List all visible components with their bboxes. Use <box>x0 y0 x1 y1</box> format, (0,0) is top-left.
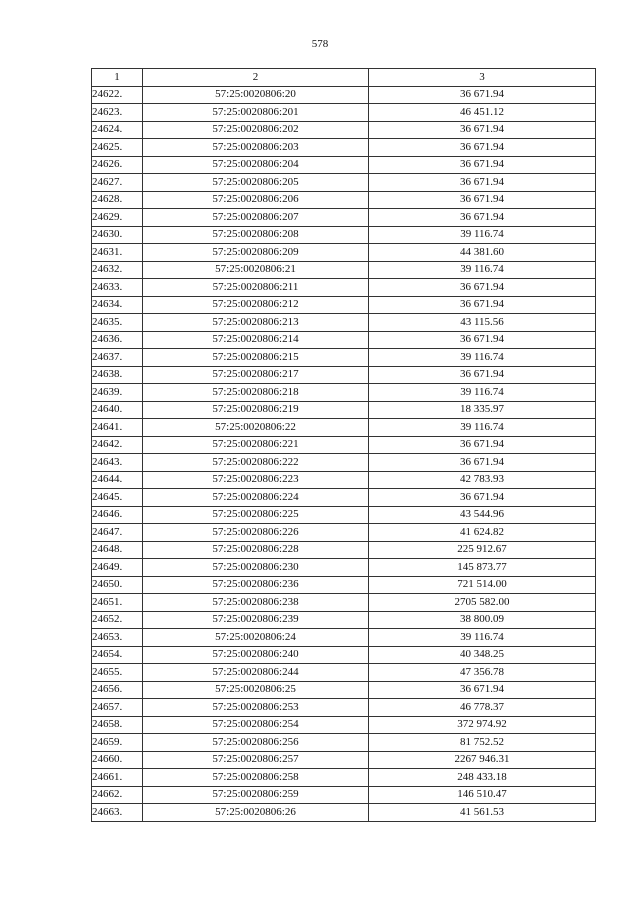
value-cell: 46 451.12 <box>369 104 596 122</box>
table-row <box>92 646 596 664</box>
value-cell: 2705 582.00 <box>369 594 596 612</box>
table-row <box>92 506 596 524</box>
value-cell: 36 671.94 <box>369 681 596 699</box>
cadastral-id-cell: 57:25:0020806:257 <box>143 751 369 769</box>
cadastral-id-cell: 57:25:0020806:20 <box>143 86 369 104</box>
value-cell: 225 912.67 <box>369 541 596 559</box>
value-cell: 38 800.09 <box>369 611 596 629</box>
table-row <box>92 594 596 612</box>
row-number-cell: 24629. <box>92 209 143 227</box>
cadastral-id-cell: 57:25:0020806:219 <box>143 401 369 419</box>
row-number-cell: 24633. <box>92 279 143 297</box>
table-row <box>92 86 596 104</box>
cadastral-id-cell: 57:25:0020806:209 <box>143 244 369 262</box>
row-number-cell: 24658. <box>92 716 143 734</box>
row-number-cell: 24657. <box>92 699 143 717</box>
column-header-value: 3 <box>369 69 596 87</box>
row-number-cell: 24626. <box>92 156 143 174</box>
cadastral-id-cell: 57:25:0020806:211 <box>143 279 369 297</box>
cadastral-id-cell: 57:25:0020806:240 <box>143 646 369 664</box>
row-number-cell: 24638. <box>92 366 143 384</box>
cadastral-id-cell: 57:25:0020806:24 <box>143 629 369 647</box>
row-number-cell: 24630. <box>92 226 143 244</box>
table-row <box>92 664 596 682</box>
value-cell: 39 116.74 <box>369 226 596 244</box>
table-row <box>92 296 596 314</box>
table-row <box>92 769 596 787</box>
value-cell: 40 348.25 <box>369 646 596 664</box>
value-cell: 2267 946.31 <box>369 751 596 769</box>
value-cell: 47 356.78 <box>369 664 596 682</box>
cadastral-id-cell: 57:25:0020806:221 <box>143 436 369 454</box>
table-row <box>92 471 596 489</box>
cadastral-id-cell: 57:25:0020806:228 <box>143 541 369 559</box>
row-number-cell: 24647. <box>92 524 143 542</box>
cadastral-id-cell: 57:25:0020806:213 <box>143 314 369 332</box>
row-number-cell: 24661. <box>92 769 143 787</box>
row-number-cell: 24645. <box>92 489 143 507</box>
row-number-cell: 24639. <box>92 384 143 402</box>
row-number-cell: 24637. <box>92 349 143 367</box>
table-row <box>92 681 596 699</box>
cadastral-id-cell: 57:25:0020806:236 <box>143 576 369 594</box>
row-number-cell: 24649. <box>92 559 143 577</box>
cadastral-id-cell: 57:25:0020806:207 <box>143 209 369 227</box>
row-number-cell: 24624. <box>92 121 143 139</box>
value-cell: 44 381.60 <box>369 244 596 262</box>
row-number-cell: 24622. <box>92 86 143 104</box>
table-row <box>92 349 596 367</box>
row-number-cell: 24644. <box>92 471 143 489</box>
table-row <box>92 436 596 454</box>
value-cell: 145 873.77 <box>369 559 596 577</box>
cadastral-id-cell: 57:25:0020806:217 <box>143 366 369 384</box>
value-cell: 36 671.94 <box>369 331 596 349</box>
table-row <box>92 139 596 157</box>
cadastral-id-cell: 57:25:0020806:25 <box>143 681 369 699</box>
table-row <box>92 489 596 507</box>
table-row <box>92 419 596 437</box>
cadastral-id-cell: 57:25:0020806:214 <box>143 331 369 349</box>
table-row <box>92 576 596 594</box>
value-cell: 41 624.82 <box>369 524 596 542</box>
table-row <box>92 524 596 542</box>
cadastral-id-cell: 57:25:0020806:238 <box>143 594 369 612</box>
table-row <box>92 331 596 349</box>
row-number-cell: 24631. <box>92 244 143 262</box>
cadastral-id-cell: 57:25:0020806:21 <box>143 261 369 279</box>
value-cell: 36 671.94 <box>369 489 596 507</box>
table-row <box>92 314 596 332</box>
cadastral-id-cell: 57:25:0020806:206 <box>143 191 369 209</box>
row-number-cell: 24634. <box>92 296 143 314</box>
table-row <box>92 226 596 244</box>
table-row <box>92 734 596 752</box>
value-cell: 36 671.94 <box>369 156 596 174</box>
table-row <box>92 611 596 629</box>
row-number-cell: 24643. <box>92 454 143 472</box>
cadastral-id-cell: 57:25:0020806:224 <box>143 489 369 507</box>
table-row <box>92 366 596 384</box>
row-number-cell: 24663. <box>92 804 143 822</box>
value-cell: 36 671.94 <box>369 174 596 192</box>
cadastral-id-cell: 57:25:0020806:253 <box>143 699 369 717</box>
row-number-cell: 24656. <box>92 681 143 699</box>
row-number-cell: 24640. <box>92 401 143 419</box>
row-number-cell: 24662. <box>92 786 143 804</box>
data-table <box>91 68 596 822</box>
row-number-cell: 24648. <box>92 541 143 559</box>
value-cell: 46 778.37 <box>369 699 596 717</box>
cadastral-id-cell: 57:25:0020806:212 <box>143 296 369 314</box>
column-header-cadastral-id: 2 <box>143 69 369 87</box>
value-cell: 36 671.94 <box>369 454 596 472</box>
row-number-cell: 24641. <box>92 419 143 437</box>
table-body <box>92 86 596 821</box>
value-cell: 39 116.74 <box>369 419 596 437</box>
table-row <box>92 174 596 192</box>
row-number-cell: 24660. <box>92 751 143 769</box>
value-cell: 146 510.47 <box>369 786 596 804</box>
value-cell: 43 544.96 <box>369 506 596 524</box>
table-row <box>92 156 596 174</box>
cadastral-id-cell: 57:25:0020806:215 <box>143 349 369 367</box>
table-row <box>92 244 596 262</box>
row-number-cell: 24627. <box>92 174 143 192</box>
column-header-number: 1 <box>92 69 143 87</box>
value-cell: 36 671.94 <box>369 296 596 314</box>
row-number-cell: 24650. <box>92 576 143 594</box>
table-row <box>92 699 596 717</box>
table-row <box>92 751 596 769</box>
value-cell: 36 671.94 <box>369 279 596 297</box>
table-row <box>92 559 596 577</box>
value-cell: 42 783.93 <box>369 471 596 489</box>
cadastral-id-cell: 57:25:0020806:258 <box>143 769 369 787</box>
value-cell: 36 671.94 <box>369 209 596 227</box>
cadastral-id-cell: 57:25:0020806:208 <box>143 226 369 244</box>
value-cell: 721 514.00 <box>369 576 596 594</box>
table-row <box>92 454 596 472</box>
value-cell: 39 116.74 <box>369 261 596 279</box>
row-number-cell: 24659. <box>92 734 143 752</box>
value-cell: 36 671.94 <box>369 86 596 104</box>
cadastral-id-cell: 57:25:0020806:225 <box>143 506 369 524</box>
cadastral-id-cell: 57:25:0020806:254 <box>143 716 369 734</box>
cadastral-id-cell: 57:25:0020806:218 <box>143 384 369 402</box>
row-number-cell: 24653. <box>92 629 143 647</box>
cadastral-id-cell: 57:25:0020806:223 <box>143 471 369 489</box>
value-cell: 248 433.18 <box>369 769 596 787</box>
table-row <box>92 121 596 139</box>
value-cell: 18 335.97 <box>369 401 596 419</box>
value-cell: 36 671.94 <box>369 139 596 157</box>
row-number-cell: 24642. <box>92 436 143 454</box>
table-row <box>92 786 596 804</box>
table-row <box>92 261 596 279</box>
cadastral-id-cell: 57:25:0020806:201 <box>143 104 369 122</box>
table-row <box>92 629 596 647</box>
cadastral-id-cell: 57:25:0020806:26 <box>143 804 369 822</box>
row-number-cell: 24623. <box>92 104 143 122</box>
row-number-cell: 24635. <box>92 314 143 332</box>
table-row <box>92 401 596 419</box>
value-cell: 36 671.94 <box>369 366 596 384</box>
cadastral-id-cell: 57:25:0020806:204 <box>143 156 369 174</box>
table-row <box>92 541 596 559</box>
row-number-cell: 24632. <box>92 261 143 279</box>
value-cell: 36 671.94 <box>369 191 596 209</box>
cadastral-id-cell: 57:25:0020806:205 <box>143 174 369 192</box>
table-row <box>92 716 596 734</box>
value-cell: 41 561.53 <box>369 804 596 822</box>
cadastral-id-cell: 57:25:0020806:222 <box>143 454 369 472</box>
cadastral-id-cell: 57:25:0020806:226 <box>143 524 369 542</box>
value-cell: 81 752.52 <box>369 734 596 752</box>
cadastral-id-cell: 57:25:0020806:203 <box>143 139 369 157</box>
page-number: 578 <box>311 38 329 50</box>
value-cell: 39 116.74 <box>369 384 596 402</box>
table-row <box>92 191 596 209</box>
row-number-cell: 24628. <box>92 191 143 209</box>
row-number-cell: 24652. <box>92 611 143 629</box>
value-cell: 39 116.74 <box>369 629 596 647</box>
table-row <box>92 384 596 402</box>
table-row <box>92 279 596 297</box>
cadastral-id-cell: 57:25:0020806:230 <box>143 559 369 577</box>
cadastral-id-cell: 57:25:0020806:244 <box>143 664 369 682</box>
cadastral-id-cell: 57:25:0020806:256 <box>143 734 369 752</box>
cadastral-id-cell: 57:25:0020806:239 <box>143 611 369 629</box>
row-number-cell: 24654. <box>92 646 143 664</box>
table-row <box>92 209 596 227</box>
cadastral-id-cell: 57:25:0020806:202 <box>143 121 369 139</box>
row-number-cell: 24625. <box>92 139 143 157</box>
row-number-cell: 24655. <box>92 664 143 682</box>
cadastral-id-cell: 57:25:0020806:259 <box>143 786 369 804</box>
value-cell: 372 974.92 <box>369 716 596 734</box>
value-cell: 36 671.94 <box>369 121 596 139</box>
row-number-cell: 24636. <box>92 331 143 349</box>
row-number-cell: 24646. <box>92 506 143 524</box>
cadastral-id-cell: 57:25:0020806:22 <box>143 419 369 437</box>
row-number-cell: 24651. <box>92 594 143 612</box>
value-cell: 36 671.94 <box>369 436 596 454</box>
table-row <box>92 804 596 822</box>
value-cell: 43 115.56 <box>369 314 596 332</box>
value-cell: 39 116.74 <box>369 349 596 367</box>
table-header-row <box>92 69 596 87</box>
table-row <box>92 104 596 122</box>
